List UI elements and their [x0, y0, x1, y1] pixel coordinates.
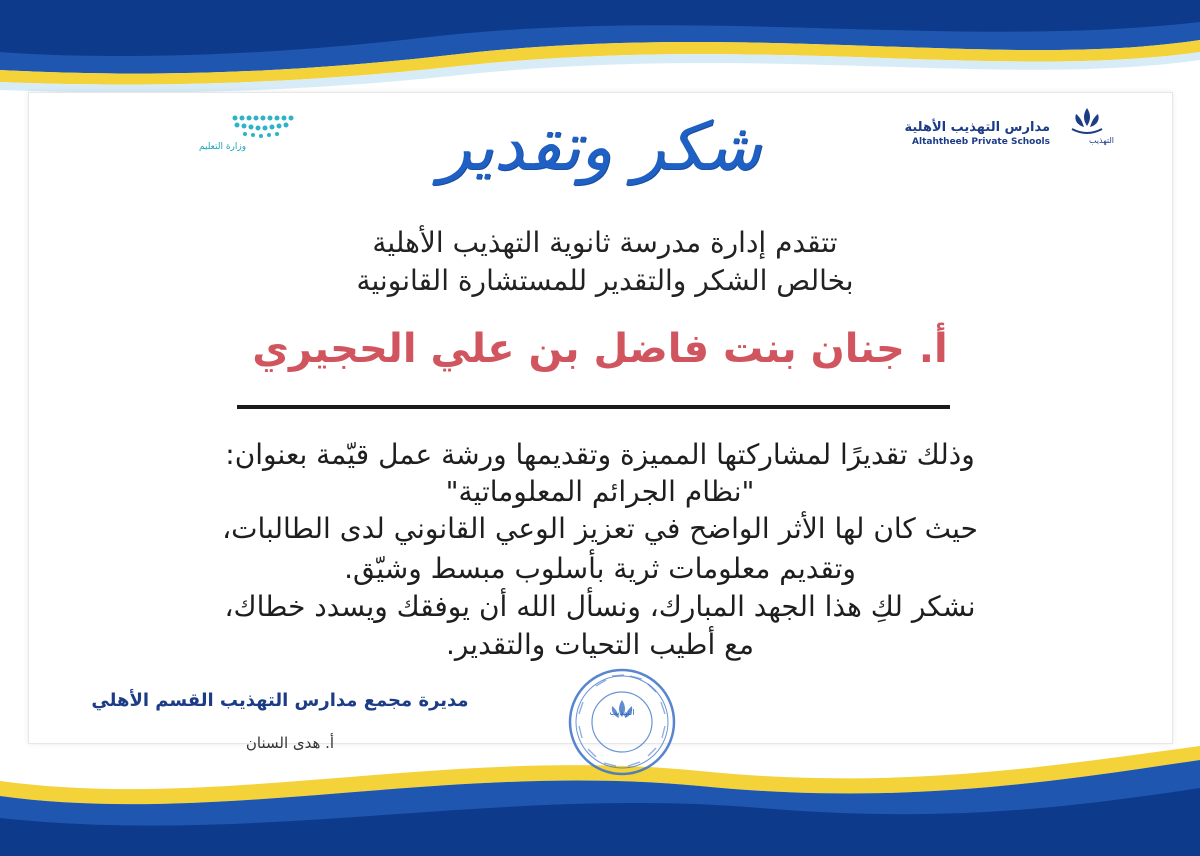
signatory-title: مديرة مجمع مدارس التهذيب القسم الأهلي [91, 690, 469, 711]
school-stamp [566, 666, 678, 778]
intro-line-2: بخالص الشكر والتقدير للمستشارة القانونية [356, 264, 854, 297]
body-line: وذلك تقديرًا لمشاركتها المميزة وتقديمها ورشة عمل قيّمة بعنوان: [225, 438, 975, 471]
intro-line-1: تتقدم إدارة مدرسة ثانوية التهذيب الأهلية [372, 226, 838, 259]
recipient-name: أ. جنان بنت فاضل بن علي الحجيري [252, 326, 948, 372]
closing-line: مع أطيب التحيات والتقدير. [445, 628, 755, 661]
certificate-title: شكر وتقدير [438, 108, 762, 185]
school-name-english: Altahtheeb Private Schools [912, 137, 1050, 147]
signatory-name: أ. هدى السنان [245, 734, 335, 752]
body-line: حيث كان لها الأثر الواضح في تعزيز الوعي القانوني لدى الطالبات، [222, 512, 978, 545]
divider-line [237, 405, 950, 409]
body-line: وتقديم معلومات ثرية بأسلوب مبسط وشيّق. [344, 552, 856, 585]
ministry-of-education-logo [195, 112, 305, 162]
ministry-dots-icon [195, 112, 305, 140]
school-logo [904, 104, 1120, 154]
body-line: نشكر لكِ هذا الجهد المبارك، ونسأل الله أن يوفقك ويسدد خطاك، [224, 590, 976, 623]
workshop-title: "نظام الجرائم المعلوماتية" [445, 475, 755, 508]
ministry-logo-text: وزارة التعليم [199, 142, 247, 152]
school-emblem-text: التهذيب [1088, 136, 1114, 145]
stamp-center-text: التهذيب [609, 708, 635, 717]
school-name-arabic: مدارس التهذيب الأهلية [904, 120, 1050, 135]
